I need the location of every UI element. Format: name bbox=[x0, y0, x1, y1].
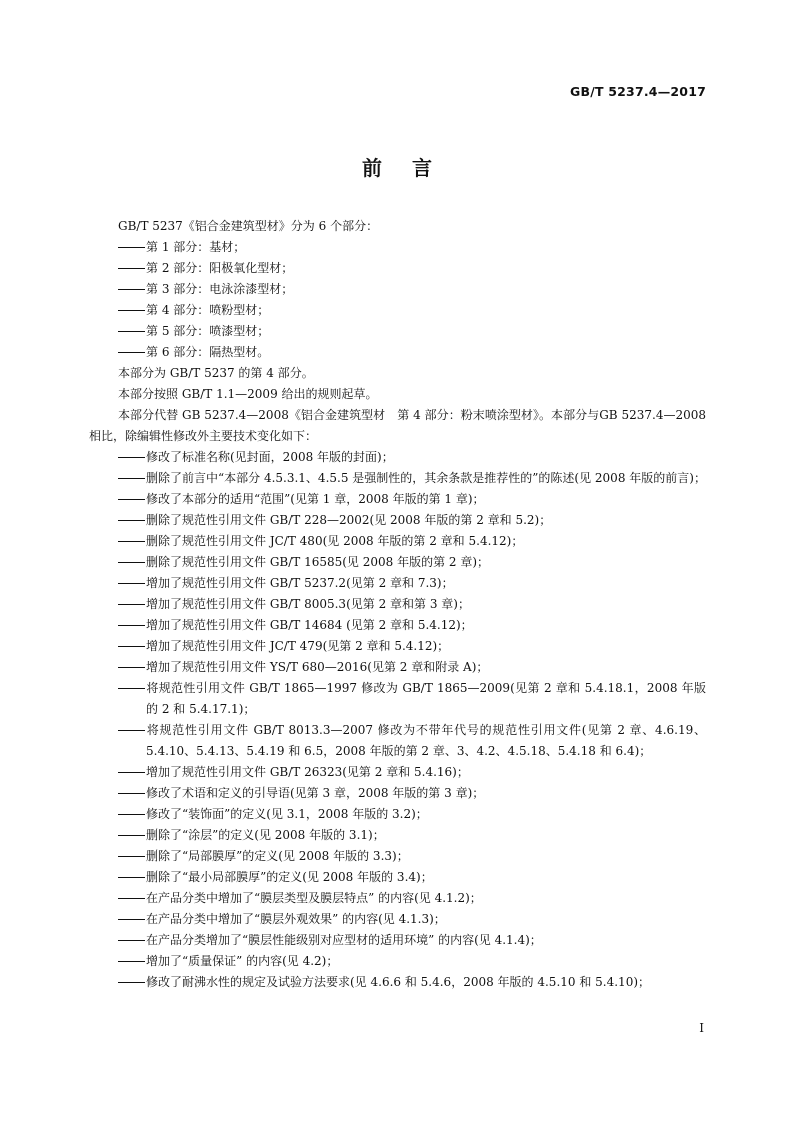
dash-marker bbox=[118, 310, 146, 311]
list-item-text: 第 1 部分：基材； bbox=[146, 240, 246, 254]
list-item-text: 修改了术语和定义的引导语(见第 3 章，2008 年版的第 3 章)； bbox=[146, 786, 485, 800]
list-item-text: 增加了规范性引用文件 YS/T 680—2016(见第 2 章和附录 A)； bbox=[146, 660, 489, 674]
list-item bbox=[89, 573, 706, 594]
list-item bbox=[89, 951, 706, 972]
list-item bbox=[89, 930, 706, 951]
list-item bbox=[89, 909, 706, 930]
dash-marker bbox=[118, 667, 146, 668]
parts-list bbox=[89, 237, 706, 363]
list-item-text: 删除了“涂层”的定义(见 2008 年版的 3.1)； bbox=[146, 828, 385, 842]
list-item-text: 删除了规范性引用文件 JC/T 480(见 2008 年版的第 2 章和 5.4.12)； bbox=[146, 534, 524, 548]
list-item-text: 删除了规范性引用文件 GB/T 228—2002(见 2008 年版的第 2 章和 5.2)； bbox=[146, 513, 552, 527]
list-item-text: 增加了“质量保证” 的内容(见 4.2)； bbox=[146, 954, 339, 968]
list-item bbox=[89, 321, 706, 342]
list-item bbox=[89, 846, 706, 867]
list-item-text: 增加了规范性引用文件 GB/T 8005.3(见第 2 章和第 3 章)； bbox=[146, 597, 470, 611]
dash-marker bbox=[118, 961, 146, 962]
list-item bbox=[89, 342, 706, 363]
dash-marker bbox=[118, 247, 146, 248]
dash-marker bbox=[118, 688, 146, 689]
dash-marker bbox=[118, 583, 146, 584]
series-statement: GB/T 5237《铝合金建筑型材》分为 6 个部分： bbox=[118, 219, 379, 233]
list-item-text: 修改了耐沸水性的规定及试验方法要求(见 4.6.6 和 5.4.6，2008 年版的 4.5.10 和 5.4.10)； bbox=[146, 975, 651, 989]
dash-marker bbox=[118, 898, 146, 899]
dash-marker bbox=[118, 793, 146, 794]
this-part-statement: 本部分为 GB/T 5237 的第 4 部分。 bbox=[118, 366, 314, 380]
list-item-text: 增加了规范性引用文件 GB/T 26323(见第 2 章和 5.4.16)； bbox=[146, 765, 469, 779]
list-item bbox=[89, 678, 706, 720]
list-item bbox=[89, 762, 706, 783]
list-item bbox=[89, 972, 706, 993]
list-item-text: 增加了规范性引用文件 GB/T 14684 (见第 2 章和 5.4.12)； bbox=[146, 618, 473, 632]
changes-list bbox=[89, 447, 706, 993]
list-item bbox=[89, 867, 706, 888]
list-item bbox=[89, 447, 706, 468]
dash-marker bbox=[118, 730, 146, 731]
list-item bbox=[89, 237, 706, 258]
list-item-text: 第 5 部分：喷漆型材； bbox=[146, 324, 270, 338]
list-item-text: 删除了“最小局部膜厚”的定义(见 2008 年版的 3.4)； bbox=[146, 870, 433, 884]
list-item-text: 删除了前言中“本部分 4.5.3.1、4.5.5 是强制性的，其余条款是推荐性的”的陈述(见 2008 年版的前言)； bbox=[146, 471, 706, 485]
dash-marker bbox=[118, 268, 146, 269]
dash-marker bbox=[118, 331, 146, 332]
list-item bbox=[89, 258, 706, 279]
dash-marker bbox=[118, 646, 146, 647]
dash-marker bbox=[118, 856, 146, 857]
list-item bbox=[89, 825, 706, 846]
list-item bbox=[89, 888, 706, 909]
replacement-statement: 本部分代替 GB 5237.4—2008《铝合金建筑型材 第 4 部分：粉末喷涂型材》。本部分与GB 5237.4—2008 相比，除编辑性修改外主要技术变化如下： bbox=[89, 408, 706, 443]
dash-marker bbox=[118, 625, 146, 626]
list-item-text: 在产品分类增加了“膜层性能级别对应型材的适用环境” 的内容(见 4.1.4)； bbox=[146, 933, 542, 947]
dash-marker bbox=[118, 919, 146, 920]
dash-marker bbox=[118, 982, 146, 983]
dash-marker bbox=[118, 499, 146, 500]
list-item bbox=[89, 510, 706, 531]
list-item-text: 在产品分类中增加了“膜层类型及膜层特点” 的内容(见 4.1.2)； bbox=[146, 891, 482, 905]
dash-marker bbox=[118, 835, 146, 836]
list-item bbox=[89, 636, 706, 657]
dash-marker bbox=[118, 604, 146, 605]
list-item bbox=[89, 594, 706, 615]
list-item bbox=[89, 783, 706, 804]
list-item-text: 删除了规范性引用文件 GB/T 16585(见 2008 年版的第 2 章)； bbox=[146, 555, 490, 569]
dash-marker bbox=[118, 814, 146, 815]
list-item-text: 增加了规范性引用文件 GB/T 5237.2(见第 2 章和 7.3)； bbox=[146, 576, 454, 590]
list-item bbox=[89, 279, 706, 300]
list-item-text: 第 3 部分：电泳涂漆型材； bbox=[146, 282, 294, 296]
dash-marker bbox=[118, 520, 146, 521]
dash-marker bbox=[118, 478, 146, 479]
list-item-text: 修改了标准名称(见封面，2008 年版的封面)； bbox=[146, 450, 394, 464]
list-item bbox=[89, 300, 706, 321]
list-item-text: 第 4 部分：喷粉型材； bbox=[146, 303, 270, 317]
list-item-text: 第 2 部分：阳极氧化型材； bbox=[146, 261, 294, 275]
page-title: 前言 bbox=[362, 156, 462, 180]
dash-marker bbox=[118, 352, 146, 353]
list-item-text: 将规范性引用文件 GB/T 1865—1997 修改为 GB/T 1865—2009(见第 2 章和 5.4.18.1，2008 年版的 2 和 5.4.17.1)； bbox=[146, 681, 706, 716]
standard-number: GB/T 5237.4—2017 bbox=[570, 84, 706, 99]
dash-marker bbox=[118, 457, 146, 458]
list-item bbox=[89, 489, 706, 510]
list-item bbox=[89, 615, 706, 636]
list-item bbox=[89, 720, 706, 762]
dash-marker bbox=[118, 877, 146, 878]
page-number: I bbox=[699, 1021, 704, 1035]
list-item bbox=[89, 804, 706, 825]
dash-marker bbox=[118, 772, 146, 773]
dash-marker bbox=[118, 289, 146, 290]
dash-marker bbox=[118, 940, 146, 941]
drafting-rule-statement: 本部分按照 GB/T 1.1—2009 给出的规则起草。 bbox=[118, 387, 378, 401]
list-item-text: 删除了“局部膜厚”的定义(见 2008 年版的 3.3)； bbox=[146, 849, 409, 863]
list-item-text: 增加了规范性引用文件 JC/T 479(见第 2 章和 5.4.12)； bbox=[146, 639, 450, 653]
list-item-text: 修改了“装饰面”的定义(见 3.1，2008 年版的 3.2)； bbox=[146, 807, 428, 821]
list-item bbox=[89, 468, 706, 489]
dash-marker bbox=[118, 562, 146, 563]
list-item bbox=[89, 552, 706, 573]
list-item-text: 在产品分类中增加了“膜层外观效果” 的内容(见 4.1.3)； bbox=[146, 912, 446, 926]
foreword-body bbox=[89, 216, 706, 993]
list-item-text: 将规范性引用文件 GB/T 8013.3—2007 修改为不带年代号的规范性引用文件(见第 2 章、4.6.19、5.4.10、5.4.13、5.4.19 和 6.5，2008 年版的第 2 章、3、4.2、4.5.18、5.4.18 和 6.4)； bbox=[146, 723, 706, 758]
dash-marker bbox=[118, 541, 146, 542]
list-item bbox=[89, 531, 706, 552]
list-item-text: 第 6 部分：隔热型材。 bbox=[146, 345, 270, 359]
list-item bbox=[89, 657, 706, 678]
list-item-text: 修改了本部分的适用“范围”(见第 1 章，2008 年版的第 1 章)； bbox=[146, 492, 485, 506]
